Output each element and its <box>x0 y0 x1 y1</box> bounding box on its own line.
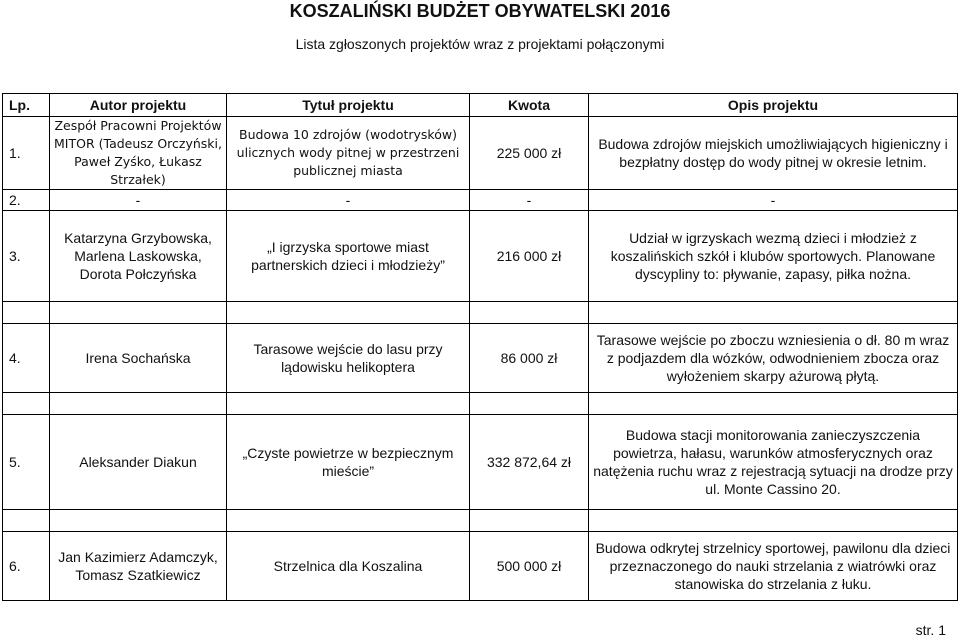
table-row <box>3 211 958 302</box>
row-lp: 2. <box>3 190 50 211</box>
row-amount: 86 000 zł <box>470 324 589 393</box>
row-lp: 6. <box>3 532 50 601</box>
row-lp: 4. <box>3 324 50 393</box>
document-title: KOSZALIŃSKI BUDŻET OBYWATELSKI 2016 <box>289 1 671 21</box>
row-amount: 500 000 zł <box>470 532 589 601</box>
row-author: Zespół Pracowni Projektów MITOR (Tadeusz Orczyński, Paweł Zyśko, Łukasz Strzałek) <box>50 117 227 190</box>
spacer-cell <box>3 393 50 415</box>
spacer-cell <box>227 393 470 415</box>
row-spacer <box>3 393 958 415</box>
row-amount: 225 000 zł <box>470 117 589 190</box>
spacer-cell <box>50 510 227 532</box>
row-description: Udział w igrzyskach wezmą dzieci i młodzież z koszalińskich szkół i klubów sportowych. Planowane dyscypliny to: pływanie, zapasy, piłka nożna. <box>589 211 958 302</box>
row-author: Irena Sochańska <box>50 324 227 393</box>
row-author: - <box>50 190 227 211</box>
row-description: - <box>589 190 958 211</box>
spacer-cell <box>227 510 470 532</box>
table-row <box>3 190 958 211</box>
row-lp: 1. <box>3 117 50 190</box>
spacer-cell <box>50 393 227 415</box>
header-author: Autor projektu <box>50 94 227 117</box>
row-amount: 216 000 zł <box>470 211 589 302</box>
row-title: „Czyste powietrze w bezpiecznym mieście” <box>227 415 470 510</box>
table-row <box>3 415 958 510</box>
row-spacer <box>3 510 958 532</box>
row-lp: 5. <box>3 415 50 510</box>
row-title: Budowa 10 zdrojów (wodotrysków) ulicznych wody pitnej w przestrzeni publicznej miasta <box>227 117 470 190</box>
spacer-cell <box>589 393 958 415</box>
row-title: „I igrzyska sportowe miast partnerskich dzieci i młodzieży” <box>227 211 470 302</box>
spacer-cell <box>589 302 958 324</box>
row-spacer <box>3 302 958 324</box>
spacer-cell <box>589 510 958 532</box>
row-author: Katarzyna Grzybowska, Marlena Laskowska, Dorota Połczyńska <box>50 211 227 302</box>
spacer-cell <box>470 510 589 532</box>
spacer-cell <box>3 510 50 532</box>
spacer-cell <box>470 302 589 324</box>
row-title: - <box>227 190 470 211</box>
header-description: Opis projektu <box>589 94 958 117</box>
row-author: Jan Kazimierz Adamczyk, Tomasz Szatkiewicz <box>50 532 227 601</box>
spacer-cell <box>3 302 50 324</box>
row-lp: 3. <box>3 211 50 302</box>
header-lp: Lp. <box>3 94 50 117</box>
table-row <box>3 117 958 190</box>
header-amount: Kwota <box>470 94 589 117</box>
table-header-row <box>3 94 958 117</box>
table-row <box>3 532 958 601</box>
spacer-cell <box>227 302 470 324</box>
row-description: Tarasowe wejście po zboczu wzniesienia o dł. 80 m wraz z podjazdem dla wózków, odwodnieniem zbocza oraz wyłożeniem skarpy ażurową płytą. <box>589 324 958 393</box>
spacer-cell <box>50 302 227 324</box>
projects-table <box>2 93 958 601</box>
document-subtitle: Lista zgłoszonych projektów wraz z projektami połączonymi <box>295 36 665 52</box>
row-amount: - <box>470 190 589 211</box>
row-amount: 332 872,64 zł <box>470 415 589 510</box>
header-title: Tytuł projektu <box>227 94 470 117</box>
row-title: Tarasowe wejście do lasu przy lądowisku helikoptera <box>227 324 470 393</box>
row-title: Strzelnica dla Koszalina <box>227 532 470 601</box>
row-description: Budowa odkrytej strzelnicy sportowej, pawilonu dla dzieci przeznaczonego do nauki strzelania z wiatrówki oraz stanowiska do strzelania z łuku. <box>589 532 958 601</box>
row-description: Budowa stacji monitorowania zanieczyszczenia powietrza, hałasu, warunków atmosferycznych oraz natężenia ruchu wraz z rejestracją sytuacji na drodze przy ul. Monte Cassino 20. <box>589 415 958 510</box>
page-number: str. 1 <box>915 622 946 638</box>
spacer-cell <box>470 393 589 415</box>
table-row <box>3 324 958 393</box>
row-author: Aleksander Diakun <box>50 415 227 510</box>
row-description: Budowa zdrojów miejskich umożliwiających higieniczny i bezpłatny dostęp do wody pitnej w okresie letnim. <box>589 117 958 190</box>
